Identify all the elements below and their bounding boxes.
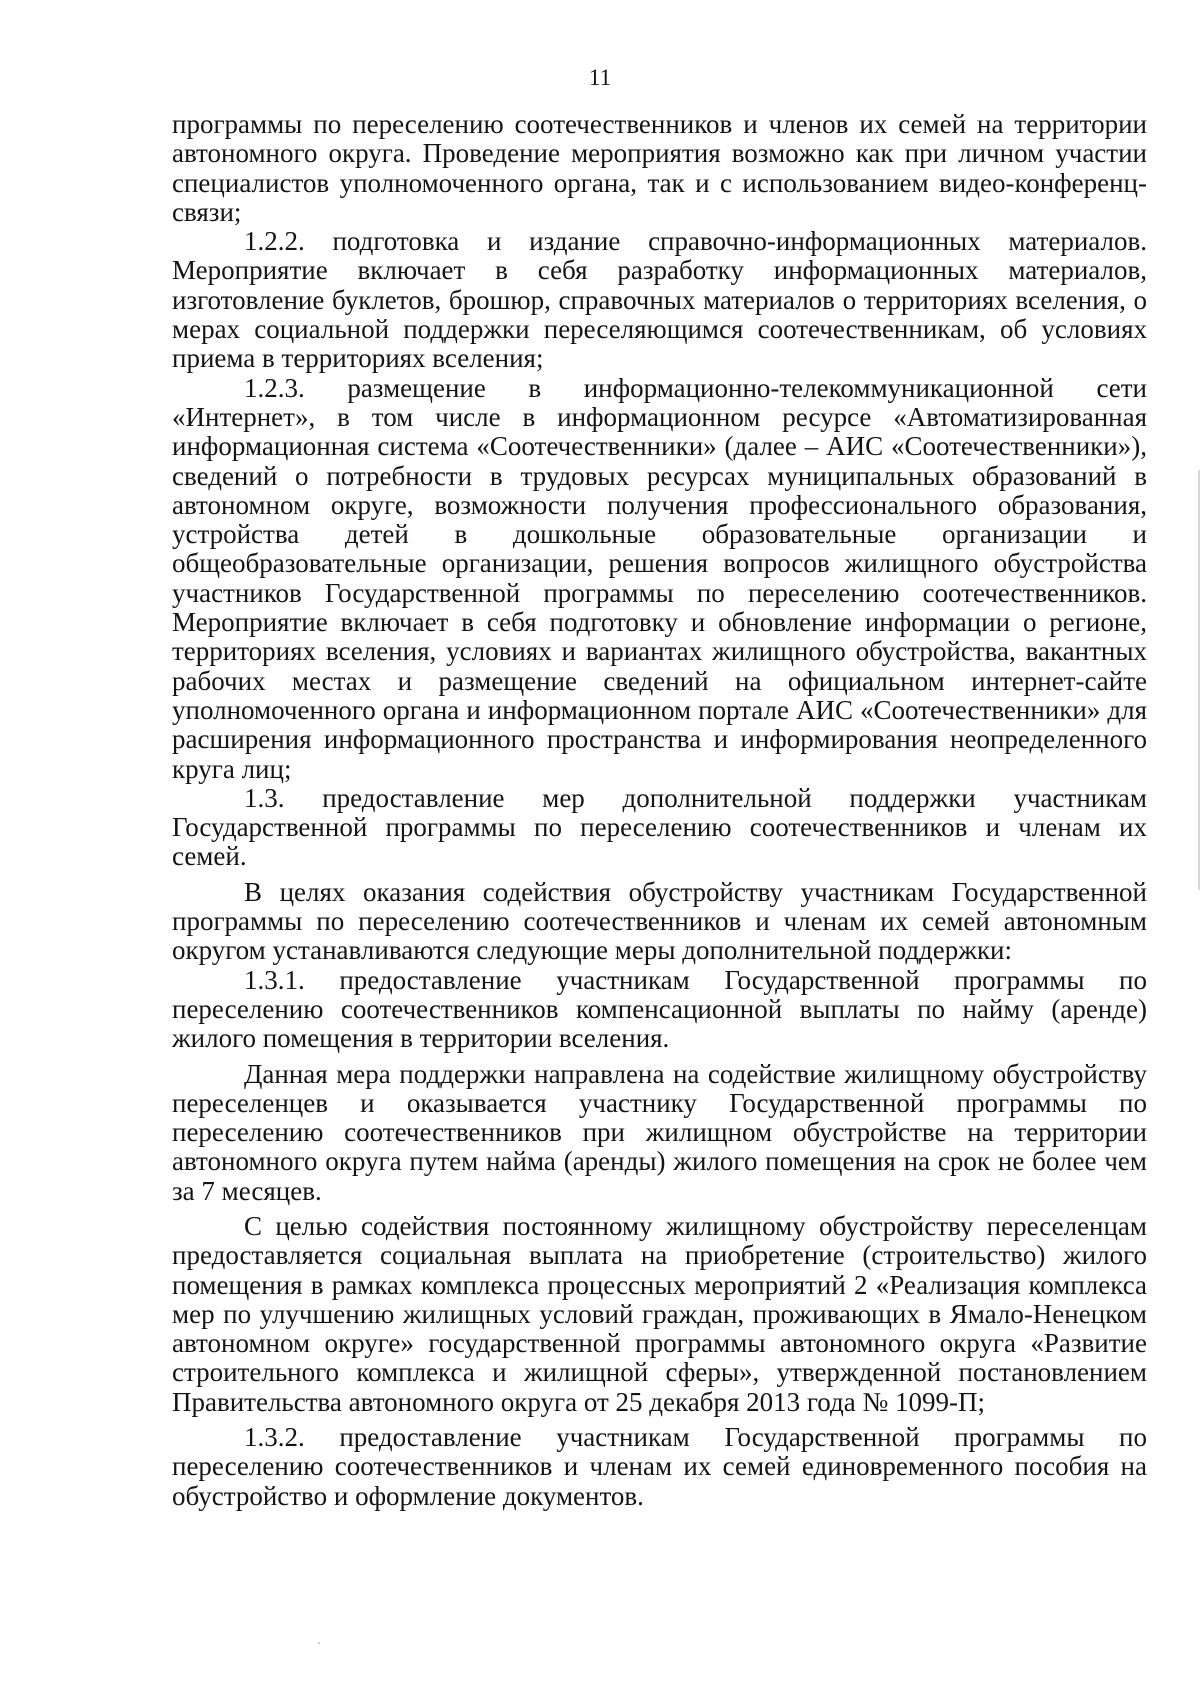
paragraph-item-1-2-2: 1.2.2. подготовка и издание справочно-информационных материалов. Мероприятие включает в себя разработку информационных материалов, изготовление буклетов, брошюр, справочных материалов о территориях вселения, о мерах социальной поддержки переселяющимся соотечественникам, об условиях приема в территориях вселения; [172, 226, 1147, 374]
paragraph-rent-support-description: Данная мера поддержки направлена на содействие жилищному обустройству переселенцев и оказывается участнику Государственной программы по переселению соотечественников при жилищном обустройстве на территории автономного округа путем найма (аренды) жилого помещения на срок не более чем за 7 месяцев. [172, 1058, 1147, 1206]
page-number: 11 [588, 65, 612, 90]
paragraph-item-1-3-1: 1.3.1. предоставление участникам Государственной программы по переселению соотечественников компенсационной выплаты по найму (аренде) жилого помещения в территории вселения. [172, 964, 1147, 1054]
paragraph-continuation: программы по переселению соотечественников и членов их семей на территории автономного округа. Проведение мероприятия возможно как при личном участии специалистов уполномоченного органа, так и с использованием видео-конференц-связи; [172, 109, 1147, 227]
document-body [172, 110, 1147, 1511]
paragraph-item-1-2-3: 1.2.3. размещение в информационно-телекоммуникационной сети «Интернет», в том числе в информационном ресурсе «Автоматизированная информационная система «Соотечественники» (далее – АИС «Соотечественники»), сведений о потребности в трудовых ресурсах муниципальных образований в автономном округе, возможности получения профессионального образования, устройства детей в дошкольные образовательные организации и общеобразовательные организации, решения вопросов жилищного обустройства участников Государственной программы по переселению соотечественников. Мероприятие включает в себя подготовку и обновление информации о регионе, территориях вселения, условиях и вариантах жилищного обустройства, вакантных рабочих местах и размещение сведений на официальном интернет-сайте уполномоченного органа и информационном портале АИС «Соотечественники» для расширения информационного пространства и информирования неопределенного круга лиц; [172, 372, 1147, 784]
scan-speck [318, 1642, 320, 1644]
paragraph-housing-payment: С целью содействия постоянному жилищному обустройству переселенцам предоставляется социальная выплата на приобретение (строительство) жилого помещения в рамках комплекса процессных мероприятий 2 «Реализация комплекса мер по улучшению жилищных условий граждан, проживающих в Ямало-Ненецком автономном округе» государственной программы автономного округа «Развитие строительного комплекса и жилищной сферы», утвержденной постановлением Правительства автономного округа от 25 декабря 2013 года № 1099-П; [172, 1210, 1147, 1417]
paragraph-support-measures-intro: В целях оказания содействия обустройству участникам Государственной программы по переселению соотечественников и членам их семей автономным округом устанавливаются следующие меры дополнительной поддержки: [172, 876, 1147, 966]
paragraph-item-1-3-2: 1.3.2. предоставление участникам Государственной программы по переселению соотечественников и членам их семей единовременного пособия на обустройство и оформление документов. [172, 1422, 1147, 1511]
paragraph-item-1-3: 1.3. предоставление мер дополнительной поддержки участникам Государственной программы по переселению соотечественников и членам их семей. [172, 782, 1147, 872]
